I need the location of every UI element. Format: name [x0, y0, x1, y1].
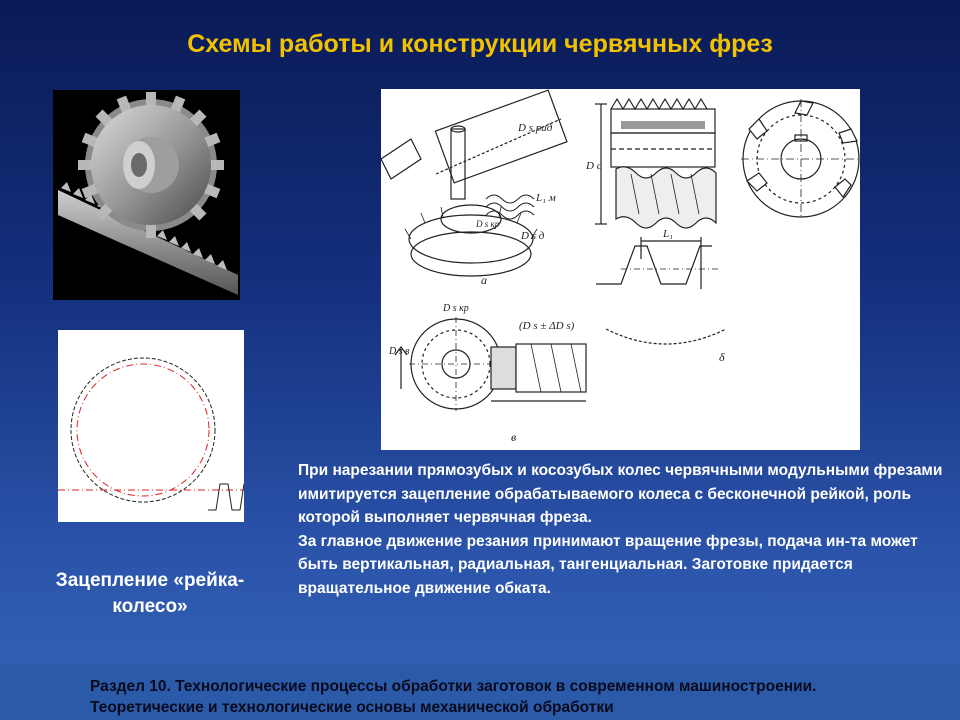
label-v: в	[511, 430, 517, 444]
gear-rack-illustration	[53, 90, 240, 300]
label-l1-m: L₁ м	[536, 192, 556, 204]
gear-rack-photo	[53, 90, 240, 300]
rack-wheel-drawing	[58, 330, 244, 522]
label-ds-pm: (D s ± ΔD s)	[519, 320, 575, 332]
label-ds-kp: D s кр	[443, 303, 469, 314]
description-text	[298, 459, 948, 600]
footer-section-title: Раздел 10. Технологические процессы обработки заготовок в современном машиностроении. Теоретические и технологические основы механической обработки	[90, 678, 817, 716]
label-l1: L₁	[663, 228, 673, 240]
label-a: а	[481, 273, 487, 287]
label-o: δ	[719, 350, 725, 364]
label-ds-vert: D s в	[389, 346, 410, 357]
label-dc: D c	[586, 160, 602, 172]
scheme-b	[595, 99, 860, 228]
gear-shape	[78, 92, 224, 238]
scheme-a	[381, 90, 567, 276]
tooth-profile	[596, 237, 726, 344]
slide-title: Схемы работы и конструкции червячных фрез	[187, 30, 773, 58]
rack-wheel-caption: Зацепление «рейка-колесо»	[55, 570, 245, 617]
label-ds-d-top: D s д	[521, 230, 545, 242]
rack-wheel-diagram	[58, 330, 244, 522]
paragraph-2: За главное движение резания принимают вращение фрезы, подача ин-та может быть вертикальная, радиальная, тангенциальная. Заготовке придается вращательное движение обката.	[298, 532, 918, 597]
hob-cutter-drawing	[381, 89, 860, 450]
hob-cutter-schemes	[381, 89, 860, 450]
paragraph-1: При нарезании прямозубых и косозубых колес червячными модульными фрезами имитируется зацепление обрабатываемого колеса с бесконечной рейкой, роль которой выполняет червячная фреза.	[298, 462, 943, 526]
label-ds-rad: D s рад	[518, 122, 553, 134]
label-ds-krug: D s кр	[476, 219, 500, 229]
